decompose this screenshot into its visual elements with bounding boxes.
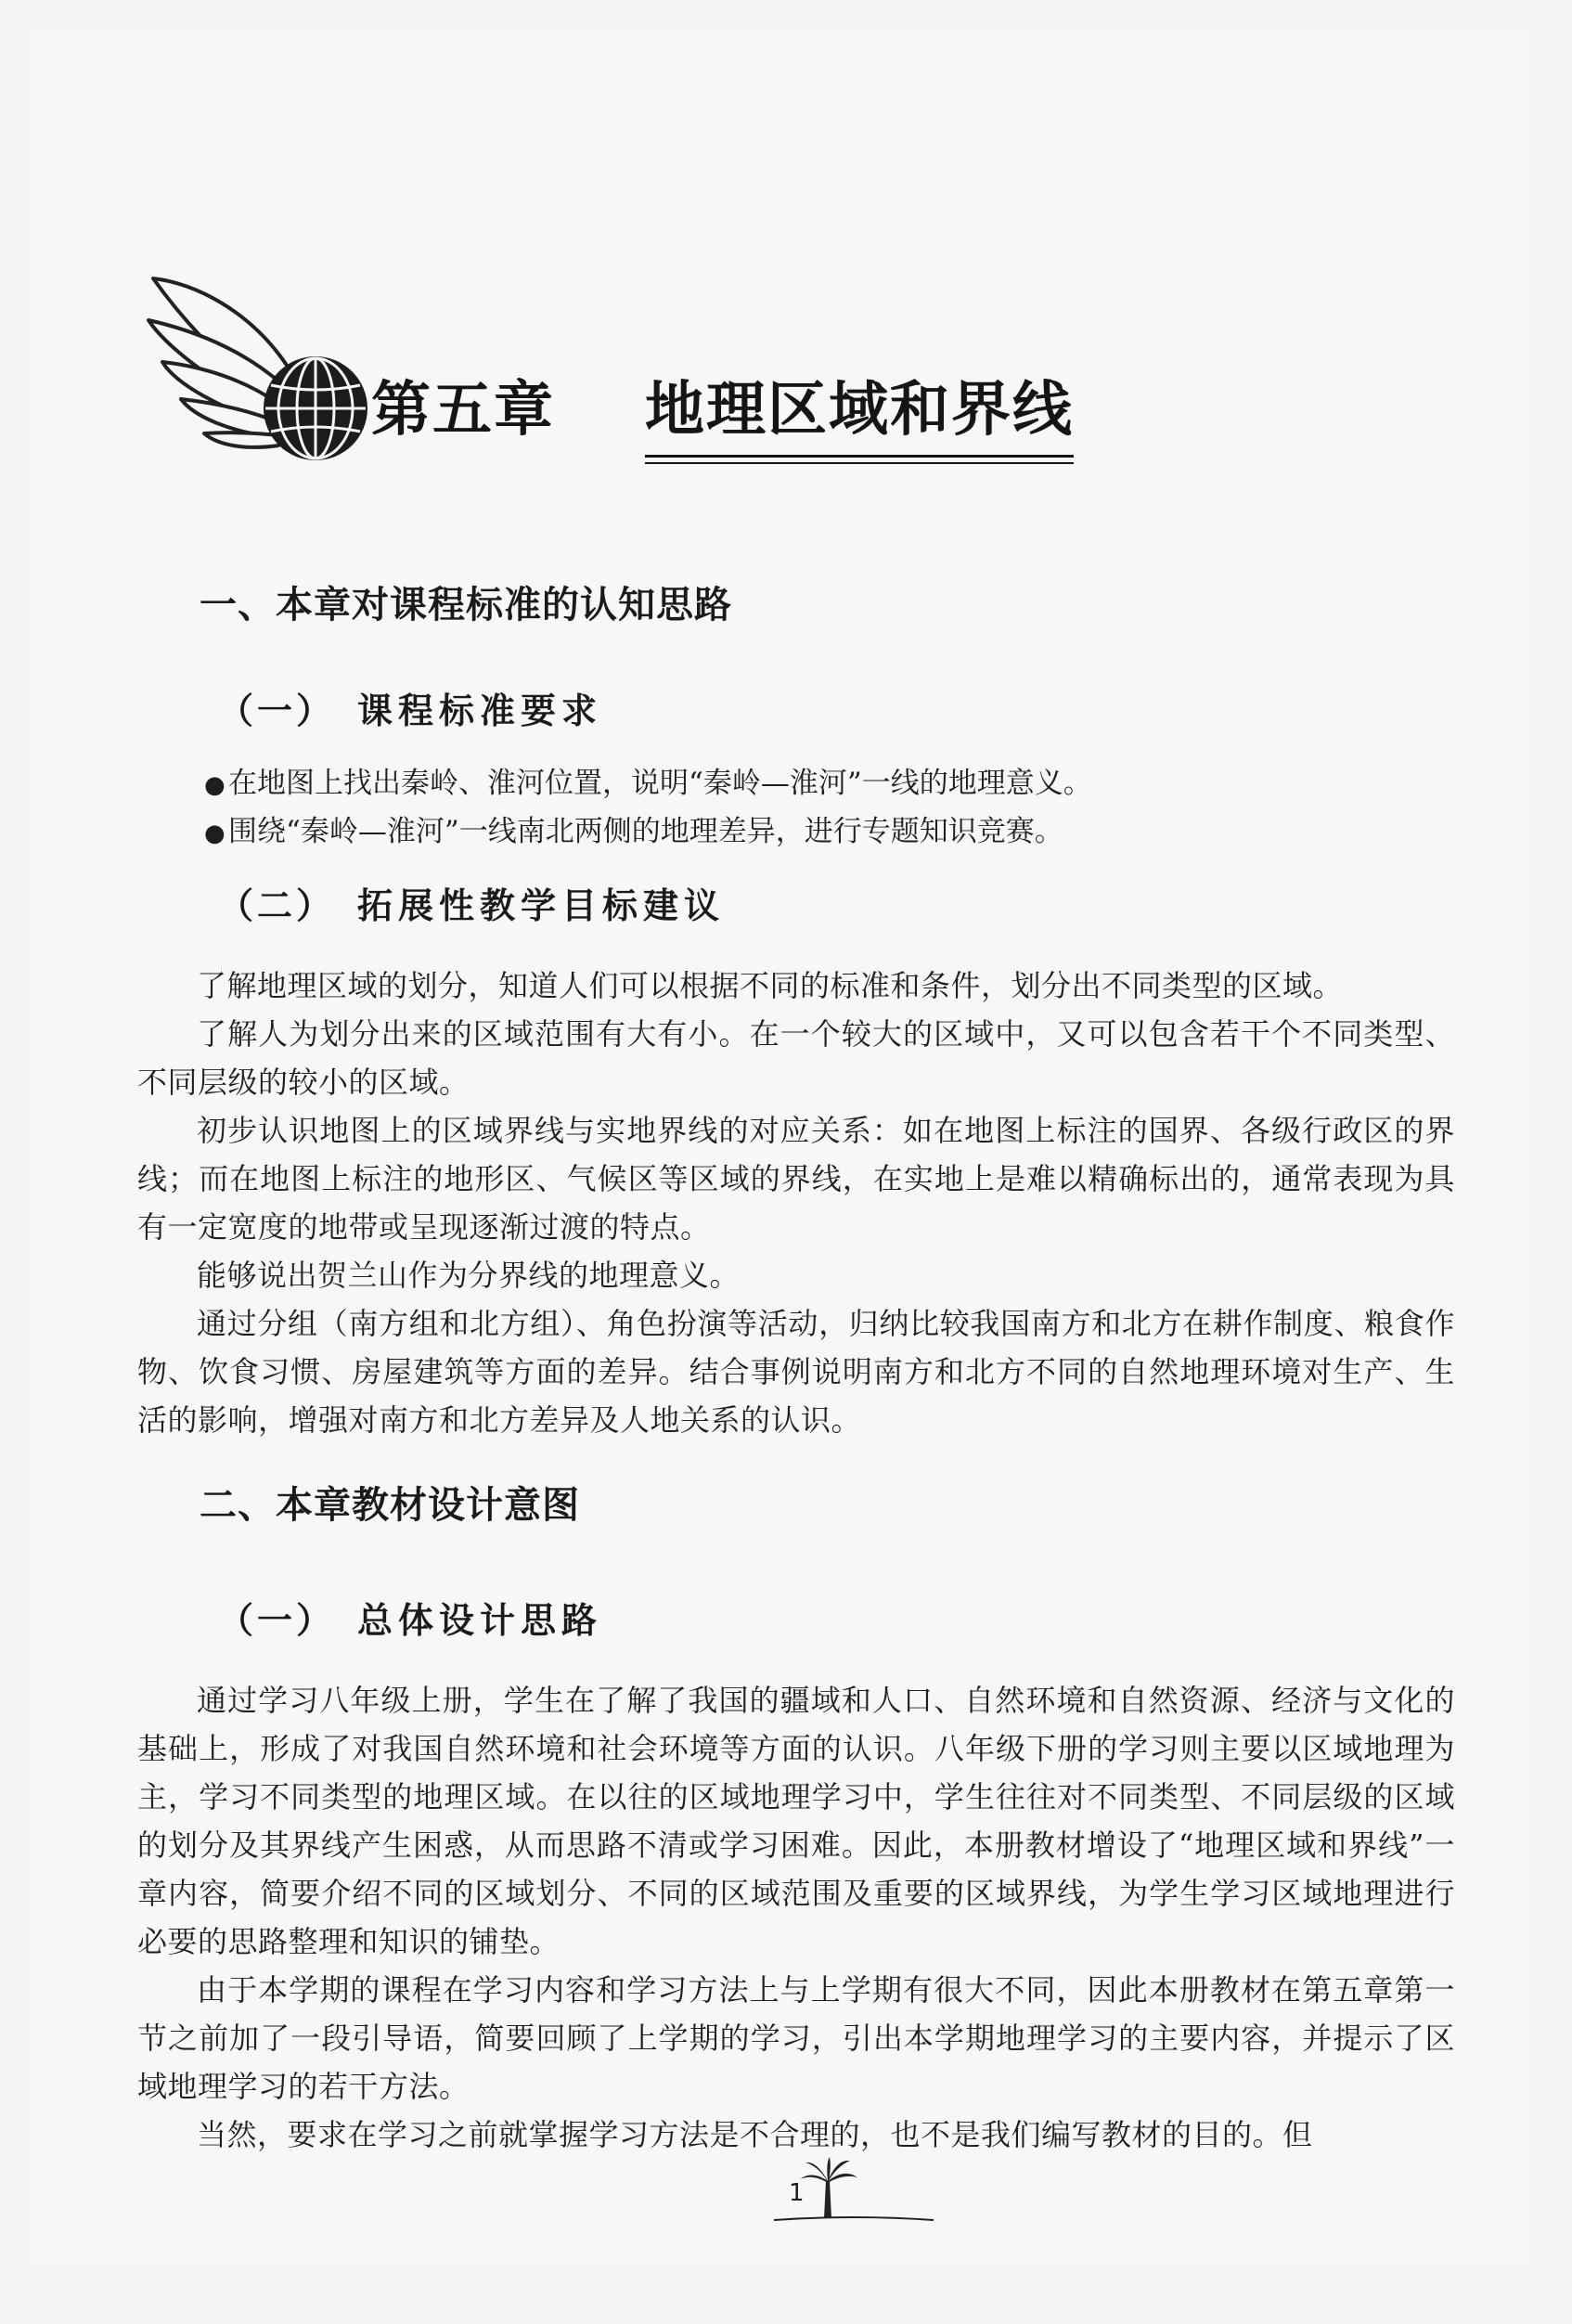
subsection-number: （一）	[218, 1600, 336, 1641]
subsection-heading	[218, 877, 725, 928]
list-item-text: 在地图上找出秦岭、淮河位置，说明“秦岭—淮河”一线的地理意义。	[228, 767, 1092, 800]
bullet-dot-icon: ●	[204, 771, 225, 799]
list-item-text: 围绕“秦岭—淮河”一线南北两侧的地理差异，进行专题知识竞赛。	[228, 815, 1063, 848]
paragraph: 了解人为划分出来的区域范围有大有小。在一个较大的区域中，又可以包含若干个不同类型、不同层级的较小的区域。	[137, 1016, 1455, 1100]
subsection-title: 总体设计思路	[357, 1600, 603, 1641]
paragraph-block	[137, 962, 1455, 1444]
page-footer	[770, 2153, 937, 2227]
subsection-number: （一）	[218, 691, 336, 731]
paragraph: 初步认识地图上的区域界线与实地界线的对应关系：如在地图上标注的国界、各级行政区的界线；而在地图上标注的地形区、气候区等区域的界线，在实地上是难以精确标出的，通常表现为具有一定宽度的地带或呈现逐渐过渡的特点。	[137, 1113, 1455, 1245]
paragraph: 了解地理区域的划分，知道人们可以根据不同的标准和条件，划分出不同类型的区域。	[197, 968, 1344, 1003]
section-heading: 二、本章教材设计意图	[200, 1484, 580, 1527]
subsection-heading	[218, 682, 602, 733]
paragraph: 能够说出贺兰山作为分界线的地理意义。	[197, 1258, 741, 1293]
paragraph: 当然，要求在学习之前就掌握学习方法是不合理的，也不是我们编写教材的目的。但	[197, 2117, 1313, 2152]
chapter-header	[139, 255, 1160, 469]
subsection-heading	[218, 1592, 602, 1643]
bullet-list	[204, 759, 1448, 856]
page-number: 1	[789, 2179, 805, 2207]
section-heading: 一、本章对课程标准的认知思路	[200, 584, 732, 626]
chapter-title: 地理区域和界线	[645, 362, 1074, 458]
list-item	[204, 759, 1448, 807]
winged-globe-icon	[139, 255, 380, 469]
bullet-dot-icon: ●	[204, 820, 225, 847]
palm-tree-icon	[770, 2153, 937, 2227]
subsection-title: 课程标准要求	[357, 691, 603, 731]
subsection-title: 拓展性教学目标建议	[357, 885, 726, 926]
list-item	[204, 807, 1448, 856]
paragraph: 通过分组（南方组和北方组）、角色扮演等活动，归纳比较我国南方和北方在耕作制度、粮食作物、饮食习惯、房屋建筑等方面的差异。结合事例说明南方和北方不同的自然地理环境对生产、生活的影响，增强对南方和北方差异及人地关系的认识。	[137, 1306, 1455, 1438]
subsection-number: （二）	[218, 885, 336, 926]
paragraph-block	[137, 1676, 1455, 2159]
paragraph: 由于本学期的课程在学习内容和学习方法上与上学期有很大不同，因此本册教材在第五章第一节之前加了一段引导语，简要回顾了上学期的学习，引出本学期地理学习的主要内容，并提示了区域地理学习的若干方法。	[137, 1972, 1455, 2104]
paragraph: 通过学习八年级上册，学生在了解了我国的疆域和人口、自然环境和自然资源、经济与文化的基础上，形成了对我国自然环境和社会环境等方面的认识。八年级下册的学习则主要以区域地理为主，学习不同类型的地理区域。在以往的区域地理学习中，学生往往对不同类型、不同层级的区域的划分及其界线产生困惑，从而思路不清或学习困难。因此，本册教材增设了“地理区域和界线”一章内容，简要介绍不同的区域划分、不同的区域范围及重要的区域界线，为学生学习区域地理进行必要的思路整理和知识的铺垫。	[137, 1683, 1455, 1959]
chapter-number: 第五章	[371, 376, 555, 445]
book-page	[28, 28, 1531, 2265]
